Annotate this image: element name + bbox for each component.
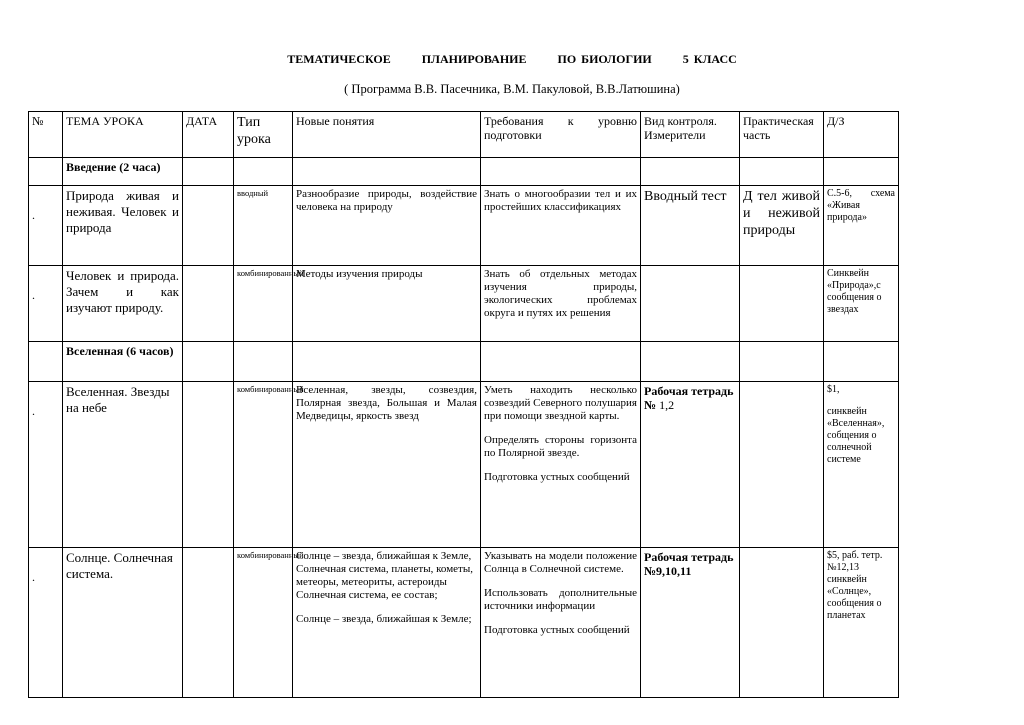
document-subtitle: ( Программа В.В. Пасечника, В.М. Пакуловой, В.В.Латюшина)	[344, 82, 680, 96]
row-type: вводный	[234, 186, 293, 266]
header-concepts: Новые понятия	[293, 112, 481, 158]
header-num: №	[29, 112, 63, 158]
header-type: Тип урока	[234, 112, 293, 158]
row-requirements: Знать об отдельных методах изучения природы, экологических проблемах округа и путях их решения	[481, 266, 641, 342]
section-title-universe: Вселенная (6 часов)	[63, 342, 183, 382]
title-part-2: ПЛАНИРОВАНИЕ	[421, 52, 527, 66]
row-requirements	[481, 548, 641, 698]
row-requirements	[481, 382, 641, 548]
homework-text: синквейн «Вселенная», собщения о солнечной системе	[827, 406, 885, 465]
row-type: комбинированный	[234, 548, 293, 698]
row-topic: Человек и природа. Зачем и как изучают природу.	[63, 266, 183, 342]
row-date	[183, 548, 234, 698]
header-practice: Практическая часть	[740, 112, 824, 158]
row-control: Вводный тест	[641, 186, 740, 266]
header-requirements: Требования к уровню подготовки	[481, 112, 641, 158]
row-date	[183, 266, 234, 342]
row-concepts: Вселенная, звезды, созвездия, Полярная звезда, Большая и Малая Медведицы, яркость звезд	[293, 382, 481, 548]
row-concepts: Разнообразие природы, воздействие человека на природу	[293, 186, 481, 266]
row-num: .	[29, 266, 63, 342]
table-header-row	[29, 112, 899, 158]
table-row	[29, 266, 899, 342]
row-topic: Вселенная. Звезды на небе	[63, 382, 183, 548]
section-row-intro	[29, 158, 899, 186]
row-control	[641, 382, 740, 548]
row-control	[641, 266, 740, 342]
requirement-text: Использовать дополнительные источники информации	[484, 587, 637, 612]
row-control: Рабочая тетрадь №9,10,11	[641, 548, 740, 698]
row-num: .	[29, 382, 63, 548]
requirement-text: Определять стороны горизонта по Полярной звезде.	[484, 434, 637, 459]
row-date	[183, 186, 234, 266]
control-pages: 1,2	[656, 398, 675, 412]
row-num: .	[29, 548, 63, 698]
header-topic: ТЕМА УРОКА	[63, 112, 183, 158]
row-date	[183, 382, 234, 548]
title-part-4: 5 КЛАСС	[682, 52, 737, 66]
concepts-text: Солнце – звезда, ближайшая к Земле;	[296, 613, 472, 625]
row-homework: $5, раб. тетр. №12,13 синквейн «Солнце», сообщения о планетах	[824, 548, 899, 698]
section-row-universe	[29, 342, 899, 382]
row-topic: Природа живая и неживая. Человек и природа	[63, 186, 183, 266]
header-homework: Д/З	[824, 112, 899, 158]
table-row	[29, 548, 899, 698]
row-concepts	[293, 548, 481, 698]
concepts-text: Солнце – звезда, ближайшая к Земле, Солнечная система, планеты, кометы, метеоры, метеориты, астероиды Солнечная система, ее состав;	[296, 550, 473, 601]
row-homework	[824, 382, 899, 548]
row-topic: Солнце. Солнечная система.	[63, 548, 183, 698]
row-concepts: Методы изучения природы	[293, 266, 481, 342]
row-requirements: Знать о многообразии тел и их простейших классификациях	[481, 186, 641, 266]
control-label: Рабочая тетрадь №	[644, 384, 734, 412]
row-homework: С.5-6, схема «Живая природа»	[824, 186, 899, 266]
title-part-1: ТЕМАТИЧЕСКОЕ	[287, 52, 391, 66]
row-practice: Д тел живой и неживой природы	[740, 186, 824, 266]
section-title-intro: Введение (2 часа)	[63, 158, 183, 186]
header-control: Вид контроля. Измерители	[641, 112, 740, 158]
row-type: комбинированный	[234, 382, 293, 548]
requirement-text: Подготовка устных сообщений	[484, 471, 630, 483]
requirement-text: Уметь находить несколько созвездий Северного полушария при помощи звездной карты.	[484, 384, 637, 422]
planning-table	[28, 111, 899, 698]
table-row	[29, 186, 899, 266]
row-practice	[740, 266, 824, 342]
homework-text: $1,	[827, 384, 840, 395]
row-homework: Синквейн «Природа»,с сообщения о звездах	[824, 266, 899, 342]
requirement-text: Подготовка устных сообщений	[484, 624, 630, 636]
row-type: комбинированный	[234, 266, 293, 342]
row-practice	[740, 548, 824, 698]
table-row	[29, 382, 899, 548]
row-practice	[740, 382, 824, 548]
header-date: ДАТА	[183, 112, 234, 158]
row-num: .	[29, 186, 63, 266]
title-part-3: ПО БИОЛОГИИ	[557, 52, 652, 66]
requirement-text: Указывать на модели положение Солнца в Солнечной системе.	[484, 550, 637, 575]
document-title	[0, 52, 1024, 67]
